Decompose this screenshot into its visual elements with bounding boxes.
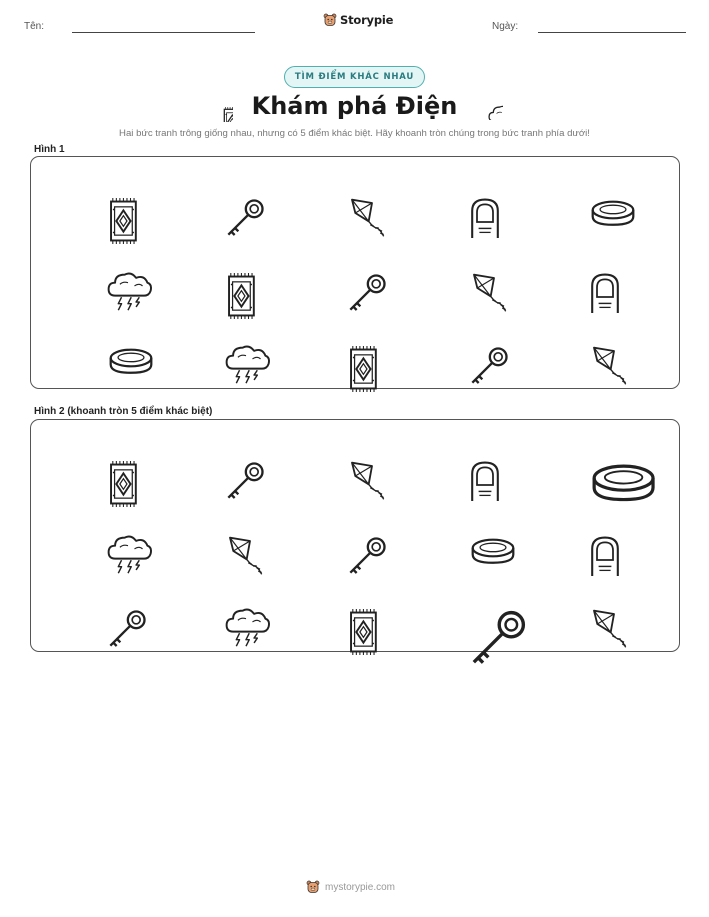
grid-cell[interactable] bbox=[429, 311, 509, 381]
soap-icon bbox=[83, 331, 131, 361]
storm-cloud-icon bbox=[202, 325, 248, 367]
grid-cell[interactable] bbox=[429, 574, 509, 644]
grid-cell[interactable] bbox=[549, 311, 629, 381]
grid-cell[interactable] bbox=[549, 574, 629, 644]
grid-cell[interactable] bbox=[307, 238, 387, 308]
date-line[interactable] bbox=[538, 32, 686, 33]
page-title: Khám phá Điện bbox=[251, 92, 458, 120]
thumb-icon bbox=[453, 176, 485, 220]
grid-cell[interactable] bbox=[307, 574, 387, 644]
thumb-icon bbox=[573, 251, 605, 295]
picture-2-panel bbox=[30, 419, 680, 652]
soap-icon bbox=[445, 521, 493, 551]
footer-url[interactable]: mystorypie.com bbox=[325, 881, 396, 893]
thumb-icon bbox=[453, 439, 485, 483]
kite-icon bbox=[569, 326, 609, 366]
kite-icon bbox=[205, 516, 245, 556]
key-icon bbox=[87, 589, 127, 629]
grid-cell[interactable] bbox=[185, 426, 265, 496]
kite-icon bbox=[449, 253, 489, 293]
bear-icon bbox=[306, 880, 320, 894]
grid-cell[interactable] bbox=[67, 574, 147, 644]
grid-cell[interactable] bbox=[67, 238, 147, 308]
grid-cell[interactable] bbox=[307, 311, 387, 381]
grid-cell[interactable] bbox=[67, 163, 147, 233]
activity-badge: TÌM ĐIỂM KHÁC NHAU bbox=[284, 66, 425, 88]
grid-cell[interactable] bbox=[185, 163, 265, 233]
key-icon bbox=[205, 441, 245, 481]
grid-cell[interactable] bbox=[185, 501, 265, 571]
grid-cell[interactable] bbox=[429, 501, 509, 571]
name-line[interactable] bbox=[72, 32, 255, 33]
grid-cell[interactable] bbox=[307, 501, 387, 571]
picture-1-panel bbox=[30, 156, 680, 389]
grid-cell[interactable] bbox=[307, 163, 387, 233]
grid-cell[interactable] bbox=[549, 426, 629, 496]
rug-icon bbox=[91, 438, 124, 484]
key-icon bbox=[327, 253, 367, 293]
storm-cloud-icon bbox=[84, 515, 130, 557]
storm-cloud-icon bbox=[84, 252, 130, 294]
grid-cell[interactable] bbox=[429, 163, 509, 233]
key-icon bbox=[449, 326, 489, 366]
grid-cell[interactable] bbox=[67, 311, 147, 381]
grid-cell[interactable] bbox=[67, 426, 147, 496]
storypie-logo bbox=[323, 13, 393, 27]
instructions: Hai bức tranh trông giống nhau, nhưng có 5 điểm khác biệt. Hãy khoanh tròn chúng trong bức tranh phía dưới! bbox=[119, 128, 590, 139]
grid-cell[interactable] bbox=[549, 163, 629, 233]
kite-icon bbox=[569, 589, 609, 629]
name-label: Tên: bbox=[24, 21, 45, 32]
bear-icon bbox=[323, 13, 337, 27]
grid-cell[interactable] bbox=[549, 501, 629, 571]
grid-cell[interactable] bbox=[429, 238, 509, 308]
grid-cell[interactable] bbox=[67, 501, 147, 571]
rug-icon bbox=[331, 323, 364, 369]
thumb-icon bbox=[573, 514, 605, 558]
kite-icon bbox=[327, 441, 367, 481]
date-label: Ngày: bbox=[492, 21, 519, 32]
soap-icon bbox=[554, 439, 624, 483]
key-icon bbox=[327, 516, 367, 556]
picture-2-label: Hình 2 (khoanh tròn 5 điểm khác biệt) bbox=[34, 406, 213, 417]
grid-cell[interactable] bbox=[307, 426, 387, 496]
grid-cell[interactable] bbox=[185, 574, 265, 644]
rug-icon bbox=[331, 586, 364, 632]
logo-text: Storypie bbox=[340, 13, 394, 27]
grid-cell[interactable] bbox=[429, 426, 509, 496]
soap-icon bbox=[565, 183, 613, 213]
rug-icon bbox=[209, 250, 242, 296]
grid-cell[interactable] bbox=[185, 311, 265, 381]
storm-cloud-icon bbox=[202, 588, 248, 630]
rug-icon bbox=[91, 175, 124, 221]
footer bbox=[306, 880, 395, 894]
storm-cloud-icon bbox=[473, 92, 503, 120]
key-icon bbox=[205, 178, 245, 218]
kite-icon bbox=[327, 178, 367, 218]
grid-cell[interactable] bbox=[549, 238, 629, 308]
picture-1-label: Hình 1 bbox=[34, 144, 65, 155]
grid-cell[interactable] bbox=[185, 238, 265, 308]
key-icon bbox=[440, 580, 498, 638]
